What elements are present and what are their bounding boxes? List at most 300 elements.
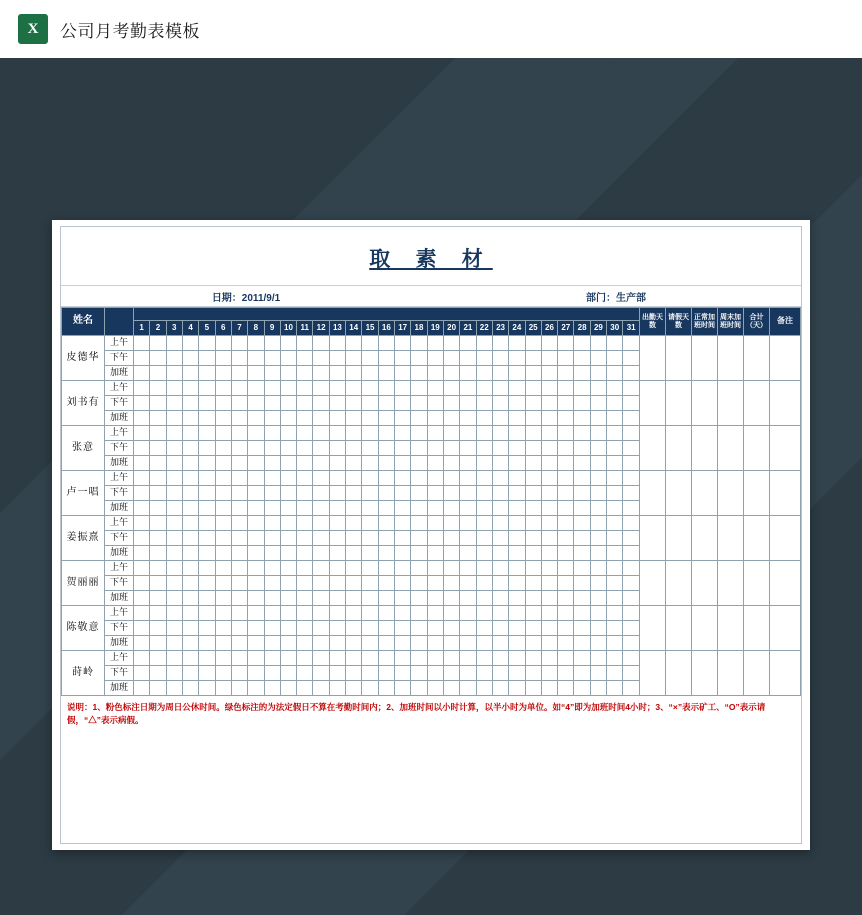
day-cell[interactable] [623, 336, 640, 351]
day-cell[interactable] [460, 441, 476, 456]
day-cell[interactable] [362, 531, 378, 546]
day-cell[interactable] [297, 336, 313, 351]
total-cell[interactable] [744, 336, 770, 381]
day-cell[interactable] [362, 441, 378, 456]
day-cell[interactable] [443, 351, 459, 366]
day-cell[interactable] [525, 456, 541, 471]
day-cell[interactable] [558, 471, 574, 486]
day-cell[interactable] [411, 546, 427, 561]
day-cell[interactable] [346, 381, 362, 396]
day-cell[interactable] [395, 426, 411, 441]
day-cell[interactable] [346, 531, 362, 546]
day-cell[interactable] [443, 471, 459, 486]
day-cell[interactable] [443, 531, 459, 546]
day-cell[interactable] [541, 606, 557, 621]
day-cell[interactable] [492, 411, 508, 426]
day-cell[interactable] [297, 366, 313, 381]
day-cell[interactable] [215, 576, 231, 591]
total-cell[interactable] [744, 561, 770, 606]
day-cell[interactable] [623, 531, 640, 546]
day-cell[interactable] [166, 546, 182, 561]
day-cell[interactable] [313, 456, 329, 471]
day-cell[interactable] [558, 351, 574, 366]
day-cell[interactable] [231, 471, 247, 486]
day-cell[interactable] [623, 456, 640, 471]
day-cell[interactable] [411, 471, 427, 486]
day-cell[interactable] [509, 621, 525, 636]
day-cell[interactable] [607, 591, 623, 606]
day-cell[interactable] [492, 456, 508, 471]
day-cell[interactable] [525, 426, 541, 441]
day-cell[interactable] [558, 516, 574, 531]
day-cell[interactable] [395, 381, 411, 396]
day-cell[interactable] [264, 681, 280, 696]
day-cell[interactable] [574, 366, 590, 381]
day-cell[interactable] [509, 471, 525, 486]
day-cell[interactable] [231, 561, 247, 576]
day-cell[interactable] [199, 681, 215, 696]
day-cell[interactable] [558, 636, 574, 651]
day-cell[interactable] [297, 621, 313, 636]
day-cell[interactable] [199, 456, 215, 471]
day-cell[interactable] [248, 471, 264, 486]
day-cell[interactable] [134, 576, 150, 591]
day-cell[interactable] [264, 546, 280, 561]
day-cell[interactable] [182, 366, 198, 381]
normal-overtime-cell[interactable] [692, 426, 718, 471]
day-cell[interactable] [623, 381, 640, 396]
day-cell[interactable] [558, 681, 574, 696]
day-cell[interactable] [264, 486, 280, 501]
day-cell[interactable] [329, 651, 345, 666]
day-cell[interactable] [541, 426, 557, 441]
day-cell[interactable] [395, 516, 411, 531]
day-cell[interactable] [590, 591, 606, 606]
day-cell[interactable] [476, 516, 492, 531]
leave-days-cell[interactable] [666, 516, 692, 561]
day-cell[interactable] [607, 636, 623, 651]
day-cell[interactable] [378, 636, 394, 651]
day-cell[interactable] [492, 606, 508, 621]
day-cell[interactable] [150, 411, 166, 426]
day-cell[interactable] [362, 546, 378, 561]
day-cell[interactable] [574, 666, 590, 681]
day-cell[interactable] [460, 681, 476, 696]
day-cell[interactable] [427, 486, 443, 501]
day-cell[interactable] [346, 651, 362, 666]
day-cell[interactable] [199, 621, 215, 636]
day-cell[interactable] [199, 381, 215, 396]
day-cell[interactable] [215, 396, 231, 411]
day-cell[interactable] [525, 501, 541, 516]
day-cell[interactable] [166, 366, 182, 381]
day-cell[interactable] [476, 336, 492, 351]
day-cell[interactable] [280, 366, 296, 381]
day-cell[interactable] [476, 651, 492, 666]
day-cell[interactable] [248, 531, 264, 546]
day-cell[interactable] [443, 456, 459, 471]
day-cell[interactable] [313, 471, 329, 486]
day-cell[interactable] [558, 576, 574, 591]
day-cell[interactable] [623, 426, 640, 441]
day-cell[interactable] [492, 636, 508, 651]
day-cell[interactable] [134, 426, 150, 441]
day-cell[interactable] [623, 471, 640, 486]
day-cell[interactable] [329, 456, 345, 471]
day-cell[interactable] [150, 486, 166, 501]
day-cell[interactable] [443, 486, 459, 501]
day-cell[interactable] [182, 636, 198, 651]
day-cell[interactable] [150, 366, 166, 381]
day-cell[interactable] [574, 441, 590, 456]
day-cell[interactable] [297, 546, 313, 561]
day-cell[interactable] [427, 516, 443, 531]
day-cell[interactable] [329, 666, 345, 681]
day-cell[interactable] [476, 486, 492, 501]
day-cell[interactable] [509, 381, 525, 396]
day-cell[interactable] [623, 681, 640, 696]
day-cell[interactable] [411, 621, 427, 636]
normal-overtime-cell[interactable] [692, 516, 718, 561]
leave-days-cell[interactable] [666, 336, 692, 381]
day-cell[interactable] [248, 576, 264, 591]
day-cell[interactable] [182, 411, 198, 426]
day-cell[interactable] [427, 471, 443, 486]
day-cell[interactable] [607, 486, 623, 501]
day-cell[interactable] [590, 606, 606, 621]
day-cell[interactable] [248, 591, 264, 606]
day-cell[interactable] [509, 396, 525, 411]
day-cell[interactable] [427, 591, 443, 606]
day-cell[interactable] [150, 336, 166, 351]
day-cell[interactable] [378, 441, 394, 456]
day-cell[interactable] [264, 516, 280, 531]
day-cell[interactable] [558, 621, 574, 636]
leave-days-cell[interactable] [666, 471, 692, 516]
day-cell[interactable] [427, 651, 443, 666]
day-cell[interactable] [280, 681, 296, 696]
day-cell[interactable] [313, 366, 329, 381]
total-cell[interactable] [744, 516, 770, 561]
day-cell[interactable] [166, 561, 182, 576]
day-cell[interactable] [590, 351, 606, 366]
day-cell[interactable] [411, 486, 427, 501]
day-cell[interactable] [362, 516, 378, 531]
day-cell[interactable] [574, 426, 590, 441]
attendance-days-cell[interactable] [640, 651, 666, 696]
day-cell[interactable] [346, 366, 362, 381]
day-cell[interactable] [476, 456, 492, 471]
day-cell[interactable] [166, 396, 182, 411]
day-cell[interactable] [590, 681, 606, 696]
day-cell[interactable] [248, 411, 264, 426]
day-cell[interactable] [411, 366, 427, 381]
normal-overtime-cell[interactable] [692, 336, 718, 381]
day-cell[interactable] [297, 471, 313, 486]
day-cell[interactable] [590, 336, 606, 351]
day-cell[interactable] [607, 516, 623, 531]
day-cell[interactable] [264, 501, 280, 516]
day-cell[interactable] [541, 366, 557, 381]
day-cell[interactable] [150, 621, 166, 636]
day-cell[interactable] [590, 621, 606, 636]
day-cell[interactable] [313, 621, 329, 636]
employee-name[interactable]: 刘书有 [62, 381, 105, 426]
day-cell[interactable] [346, 576, 362, 591]
attendance-days-cell[interactable] [640, 561, 666, 606]
day-cell[interactable] [313, 561, 329, 576]
day-cell[interactable] [525, 366, 541, 381]
day-cell[interactable] [264, 381, 280, 396]
day-cell[interactable] [215, 336, 231, 351]
day-cell[interactable] [150, 576, 166, 591]
day-cell[interactable] [378, 531, 394, 546]
day-cell[interactable] [525, 336, 541, 351]
day-cell[interactable] [264, 576, 280, 591]
day-cell[interactable] [313, 591, 329, 606]
day-cell[interactable] [395, 651, 411, 666]
day-cell[interactable] [492, 591, 508, 606]
day-cell[interactable] [574, 351, 590, 366]
day-cell[interactable] [150, 441, 166, 456]
day-cell[interactable] [134, 336, 150, 351]
day-cell[interactable] [362, 471, 378, 486]
day-cell[interactable] [166, 426, 182, 441]
day-cell[interactable] [607, 396, 623, 411]
day-cell[interactable] [329, 546, 345, 561]
day-cell[interactable] [411, 516, 427, 531]
day-cell[interactable] [395, 546, 411, 561]
day-cell[interactable] [558, 336, 574, 351]
day-cell[interactable] [215, 666, 231, 681]
day-cell[interactable] [509, 651, 525, 666]
day-cell[interactable] [362, 561, 378, 576]
day-cell[interactable] [607, 351, 623, 366]
day-cell[interactable] [166, 681, 182, 696]
day-cell[interactable] [509, 366, 525, 381]
day-cell[interactable] [541, 471, 557, 486]
day-cell[interactable] [248, 351, 264, 366]
day-cell[interactable] [378, 336, 394, 351]
day-cell[interactable] [215, 441, 231, 456]
day-cell[interactable] [411, 456, 427, 471]
day-cell[interactable] [297, 351, 313, 366]
day-cell[interactable] [231, 426, 247, 441]
day-cell[interactable] [166, 516, 182, 531]
day-cell[interactable] [362, 351, 378, 366]
day-cell[interactable] [313, 531, 329, 546]
employee-name[interactable]: 皮德华 [62, 336, 105, 381]
day-cell[interactable] [574, 486, 590, 501]
total-cell[interactable] [744, 381, 770, 426]
day-cell[interactable] [231, 636, 247, 651]
day-cell[interactable] [411, 411, 427, 426]
day-cell[interactable] [558, 441, 574, 456]
day-cell[interactable] [590, 486, 606, 501]
day-cell[interactable] [590, 456, 606, 471]
day-cell[interactable] [346, 666, 362, 681]
day-cell[interactable] [346, 486, 362, 501]
day-cell[interactable] [182, 456, 198, 471]
day-cell[interactable] [264, 366, 280, 381]
day-cell[interactable] [346, 441, 362, 456]
day-cell[interactable] [248, 396, 264, 411]
day-cell[interactable] [411, 636, 427, 651]
day-cell[interactable] [231, 411, 247, 426]
day-cell[interactable] [231, 576, 247, 591]
day-cell[interactable] [411, 561, 427, 576]
day-cell[interactable] [264, 561, 280, 576]
day-cell[interactable] [623, 576, 640, 591]
day-cell[interactable] [215, 456, 231, 471]
day-cell[interactable] [460, 351, 476, 366]
day-cell[interactable] [558, 411, 574, 426]
day-cell[interactable] [411, 651, 427, 666]
day-cell[interactable] [395, 486, 411, 501]
day-cell[interactable] [460, 501, 476, 516]
day-cell[interactable] [378, 591, 394, 606]
attendance-days-cell[interactable] [640, 516, 666, 561]
day-cell[interactable] [427, 396, 443, 411]
day-cell[interactable] [134, 561, 150, 576]
day-cell[interactable] [215, 606, 231, 621]
day-cell[interactable] [280, 486, 296, 501]
day-cell[interactable] [541, 546, 557, 561]
day-cell[interactable] [443, 591, 459, 606]
day-cell[interactable] [215, 426, 231, 441]
leave-days-cell[interactable] [666, 426, 692, 471]
day-cell[interactable] [150, 426, 166, 441]
day-cell[interactable] [525, 651, 541, 666]
day-cell[interactable] [492, 531, 508, 546]
day-cell[interactable] [166, 486, 182, 501]
day-cell[interactable] [525, 396, 541, 411]
day-cell[interactable] [150, 381, 166, 396]
day-cell[interactable] [378, 606, 394, 621]
day-cell[interactable] [199, 666, 215, 681]
day-cell[interactable] [443, 501, 459, 516]
day-cell[interactable] [395, 606, 411, 621]
day-cell[interactable] [346, 336, 362, 351]
day-cell[interactable] [297, 411, 313, 426]
day-cell[interactable] [182, 621, 198, 636]
leave-days-cell[interactable] [666, 381, 692, 426]
day-cell[interactable] [509, 606, 525, 621]
day-cell[interactable] [590, 471, 606, 486]
day-cell[interactable] [395, 396, 411, 411]
day-cell[interactable] [509, 411, 525, 426]
day-cell[interactable] [443, 621, 459, 636]
day-cell[interactable] [248, 516, 264, 531]
day-cell[interactable] [280, 606, 296, 621]
day-cell[interactable] [378, 561, 394, 576]
day-cell[interactable] [150, 606, 166, 621]
day-cell[interactable] [346, 396, 362, 411]
day-cell[interactable] [231, 591, 247, 606]
day-cell[interactable] [623, 621, 640, 636]
day-cell[interactable] [427, 441, 443, 456]
day-cell[interactable] [492, 486, 508, 501]
day-cell[interactable] [215, 591, 231, 606]
day-cell[interactable] [525, 546, 541, 561]
day-cell[interactable] [182, 486, 198, 501]
day-cell[interactable] [231, 606, 247, 621]
day-cell[interactable] [525, 531, 541, 546]
day-cell[interactable] [395, 681, 411, 696]
day-cell[interactable] [166, 411, 182, 426]
day-cell[interactable] [476, 591, 492, 606]
day-cell[interactable] [150, 546, 166, 561]
day-cell[interactable] [280, 666, 296, 681]
day-cell[interactable] [280, 456, 296, 471]
day-cell[interactable] [231, 441, 247, 456]
day-cell[interactable] [150, 396, 166, 411]
day-cell[interactable] [134, 546, 150, 561]
day-cell[interactable] [362, 681, 378, 696]
day-cell[interactable] [166, 606, 182, 621]
day-cell[interactable] [574, 576, 590, 591]
day-cell[interactable] [215, 471, 231, 486]
day-cell[interactable] [297, 636, 313, 651]
day-cell[interactable] [395, 411, 411, 426]
day-cell[interactable] [395, 456, 411, 471]
day-cell[interactable] [525, 471, 541, 486]
day-cell[interactable] [443, 651, 459, 666]
leave-days-cell[interactable] [666, 606, 692, 651]
day-cell[interactable] [541, 666, 557, 681]
day-cell[interactable] [443, 411, 459, 426]
day-cell[interactable] [346, 501, 362, 516]
day-cell[interactable] [607, 606, 623, 621]
day-cell[interactable] [280, 591, 296, 606]
day-cell[interactable] [607, 501, 623, 516]
day-cell[interactable] [541, 561, 557, 576]
day-cell[interactable] [509, 561, 525, 576]
day-cell[interactable] [623, 501, 640, 516]
day-cell[interactable] [134, 501, 150, 516]
day-cell[interactable] [623, 441, 640, 456]
day-cell[interactable] [313, 651, 329, 666]
day-cell[interactable] [607, 666, 623, 681]
day-cell[interactable] [280, 351, 296, 366]
day-cell[interactable] [329, 501, 345, 516]
day-cell[interactable] [623, 666, 640, 681]
day-cell[interactable] [346, 561, 362, 576]
day-cell[interactable] [492, 351, 508, 366]
day-cell[interactable] [346, 681, 362, 696]
employee-name[interactable]: 张意 [62, 426, 105, 471]
day-cell[interactable] [329, 366, 345, 381]
day-cell[interactable] [590, 366, 606, 381]
day-cell[interactable] [362, 576, 378, 591]
weekend-overtime-cell[interactable] [718, 516, 744, 561]
day-cell[interactable] [590, 396, 606, 411]
day-cell[interactable] [264, 621, 280, 636]
day-cell[interactable] [541, 636, 557, 651]
day-cell[interactable] [182, 426, 198, 441]
day-cell[interactable] [134, 621, 150, 636]
day-cell[interactable] [199, 606, 215, 621]
day-cell[interactable] [264, 591, 280, 606]
day-cell[interactable] [231, 651, 247, 666]
day-cell[interactable] [607, 651, 623, 666]
remark-cell[interactable] [770, 426, 801, 471]
day-cell[interactable] [199, 591, 215, 606]
day-cell[interactable] [215, 546, 231, 561]
day-cell[interactable] [215, 351, 231, 366]
day-cell[interactable] [231, 546, 247, 561]
day-cell[interactable] [231, 351, 247, 366]
